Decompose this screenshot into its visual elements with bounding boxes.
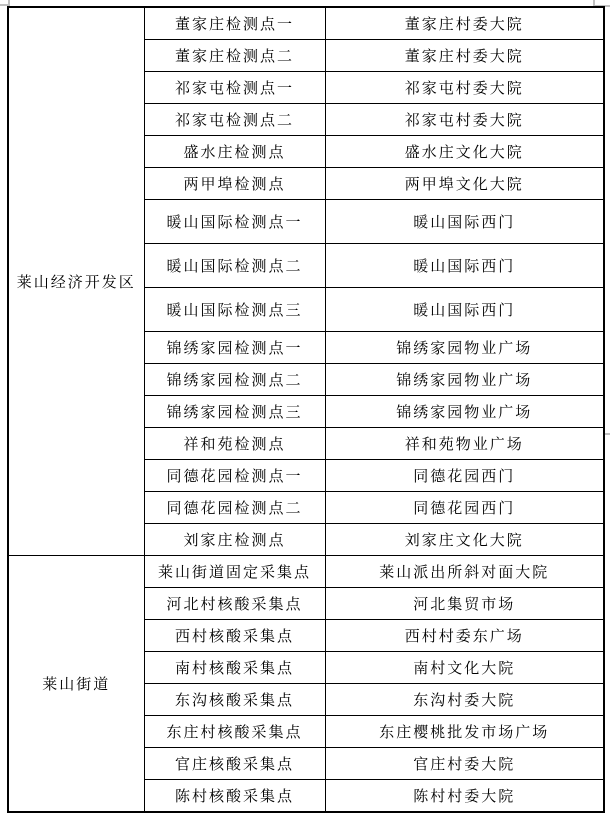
point-name-cell: 祁家屯检测点一 [144,72,325,104]
point-name-cell: 盛水庄检测点 [144,136,325,168]
location-cell: 刘家庄文化大院 [325,524,604,556]
location-cell: 盛水庄文化大院 [325,136,604,168]
point-name-cell: 锦绣家园检测点一 [144,332,325,364]
district-cell: 莱山街道 [8,556,144,813]
point-name-cell: 暖山国际检测点二 [144,244,325,288]
location-cell: 暖山国际西门 [325,200,604,244]
point-name-cell: 暖山国际检测点一 [144,200,325,244]
location-cell: 东沟村委大院 [325,684,604,716]
point-name-cell: 莱山街道固定采集点 [144,556,325,588]
point-name-cell: 同德花园检测点二 [144,492,325,524]
point-name-cell: 西村核酸采集点 [144,620,325,652]
location-cell: 锦绣家园物业广场 [325,332,604,364]
location-cell: 董家庄村委大院 [325,40,604,72]
table-row [8,7,604,40]
point-name-cell: 同德花园检测点一 [144,460,325,492]
location-cell: 锦绣家园物业广场 [325,396,604,428]
point-name-cell: 祥和苑检测点 [144,428,325,460]
location-cell: 同德花园西门 [325,492,604,524]
location-cell: 莱山派出所斜对面大院 [325,556,604,588]
point-name-cell: 东沟核酸采集点 [144,684,325,716]
point-name-cell: 董家庄检测点二 [144,40,325,72]
point-name-cell: 锦绣家园检测点三 [144,396,325,428]
location-cell: 锦绣家园物业广场 [325,364,604,396]
point-name-cell: 祁家屯检测点二 [144,104,325,136]
point-name-cell: 两甲埠检测点 [144,168,325,200]
point-name-cell: 河北村核酸采集点 [144,588,325,620]
location-cell: 官庄村委大院 [325,748,604,780]
location-cell: 暖山国际西门 [325,288,604,332]
table-row [8,556,604,588]
district-cell: 莱山经济开发区 [8,7,144,556]
location-cell: 祁家屯村委大院 [325,72,604,104]
location-cell: 南村文化大院 [325,652,604,684]
location-cell: 董家庄村委大院 [325,7,604,40]
point-name-cell: 董家庄检测点一 [144,7,325,40]
location-cell: 西村村委东广场 [325,620,604,652]
point-name-cell: 官庄核酸采集点 [144,748,325,780]
location-cell: 陈村村委大院 [325,780,604,813]
location-cell: 河北集贸市场 [325,588,604,620]
point-name-cell: 东庄村核酸采集点 [144,716,325,748]
location-cell: 暖山国际西门 [325,244,604,288]
location-cell: 祁家屯村委大院 [325,104,604,136]
table-body [8,7,604,812]
point-name-cell: 锦绣家园检测点二 [144,364,325,396]
point-name-cell: 陈村核酸采集点 [144,780,325,813]
location-cell: 东庄樱桃批发市场广场 [325,716,604,748]
point-name-cell: 南村核酸采集点 [144,652,325,684]
collection-points-table [7,6,605,813]
location-cell: 两甲埠文化大院 [325,168,604,200]
location-cell: 祥和苑物业广场 [325,428,604,460]
point-name-cell: 暖山国际检测点三 [144,288,325,332]
location-cell: 同德花园西门 [325,460,604,492]
point-name-cell: 刘家庄检测点 [144,524,325,556]
